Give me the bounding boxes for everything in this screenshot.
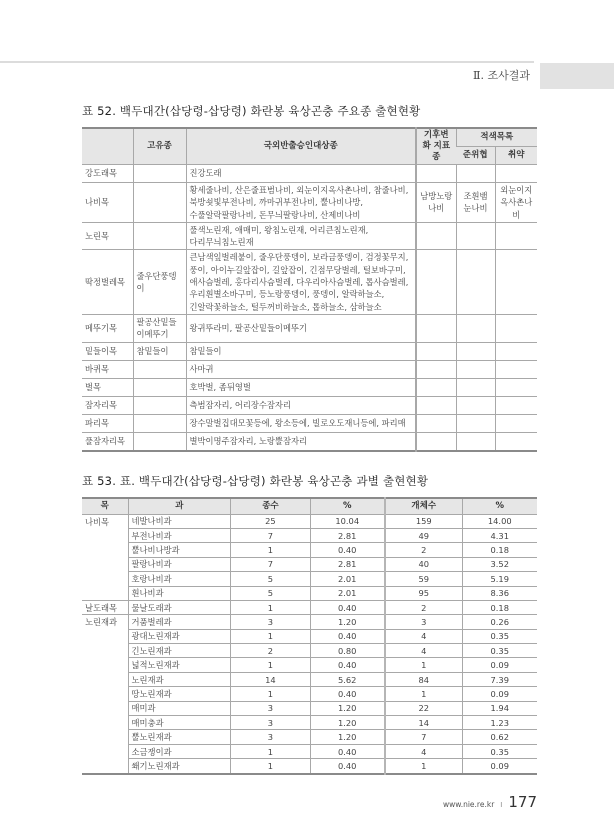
endemic-cell [133,378,186,396]
species-pct-cell: 1.20 [310,615,385,629]
species-count-cell: 3 [231,615,310,629]
climate-cell [416,342,456,360]
climate-cell [416,222,456,250]
individual-pct-cell: 0.26 [462,615,537,629]
order-cell [82,528,128,542]
footer-url: www.nie.re.kr [443,799,495,809]
table52-row [82,250,537,314]
table53-row [82,572,537,586]
family-cell: 매미과 [128,701,231,715]
order-cell [82,586,128,600]
vulnerable-cell [495,360,537,378]
individual-pct-cell: 0.62 [462,730,537,744]
family-cell: 팔랑나비과 [128,557,231,571]
climate-cell [416,396,456,414]
species-pct-cell: 10.04 [310,514,385,528]
page-footer [0,775,614,831]
individual-count-cell: 7 [385,730,462,744]
endemic-cell [133,414,186,432]
order-cell: 딱정벌레목 [82,250,133,314]
family-cell: 뿔노린재과 [128,730,231,744]
species-pct-cell: 0.40 [310,629,385,643]
species-count-cell: 25 [231,514,310,528]
species-count-cell: 7 [231,557,310,571]
near-threatened-cell [456,165,495,183]
individual-pct-cell: 0.09 [462,759,537,774]
table52-header-export: 국외반출승인대상종 [186,128,416,165]
family-cell: 땅노린재과 [128,687,231,701]
table53-row [82,557,537,571]
table52-header-endemic: 고유종 [133,128,186,165]
individual-count-cell: 95 [385,586,462,600]
individual-count-cell: 4 [385,629,462,643]
near-threatened-cell [456,432,495,451]
family-cell: 부전나비과 [128,528,231,542]
order-cell [82,701,128,715]
table52-row [82,342,537,360]
family-cell: 네발나비과 [128,514,231,528]
family-cell: 넓적노린재과 [128,658,231,672]
table52-row [82,360,537,378]
species-count-cell: 7 [231,528,310,542]
climate-cell [416,250,456,314]
species-count-cell: 1 [231,658,310,672]
table52-header-nt: 준위협 [456,147,495,165]
endemic-cell [133,165,186,183]
table53-header-count: 개체수 [385,498,462,515]
page-content [0,104,614,775]
species-pct-cell: 2.81 [310,557,385,571]
individual-count-cell: 1 [385,658,462,672]
species-pct-cell: 2.01 [310,586,385,600]
export-cell: 장수말벌집대모꽃등에, 왕소등에, 빌로오도재니등에, 파리매 [186,414,416,432]
table53-caption: 표 53. 표. 백두대간(삽당령-삽당령) 화란봉 육상곤충 과별 출현현황 [82,473,429,488]
individual-pct-cell: 0.35 [462,744,537,758]
species-count-cell: 3 [231,730,310,744]
table52-header-climate: 기후변화 지표종 [416,128,456,165]
climate-cell [416,360,456,378]
vulnerable-cell [495,414,537,432]
vulnerable-cell: 외눈이지옥사촌나비 [495,183,537,223]
family-cell: 호랑나비과 [128,572,231,586]
table52 [82,127,537,452]
individual-pct-cell: 5.19 [462,572,537,586]
table53-row [82,716,537,730]
vulnerable-cell [495,432,537,451]
endemic-cell: 줄우단풍뎅이 [133,250,186,314]
table52-row [82,222,537,250]
individual-pct-cell: 0.18 [462,543,537,557]
table52-row [82,396,537,414]
order-cell: 메뚜기목 [82,314,133,342]
near-threatened-cell [456,378,495,396]
order-cell: 벌목 [82,378,133,396]
climate-cell [416,314,456,342]
individual-count-cell: 14 [385,716,462,730]
climate-cell [416,165,456,183]
family-cell: 물날도래과 [128,600,231,614]
individual-count-cell: 84 [385,672,462,686]
order-cell: 나비목 [85,516,110,527]
family-cell: 광대노린재과 [128,629,231,643]
vulnerable-cell [495,342,537,360]
order-cell [82,644,128,658]
family-cell: 뿔나비나방과 [128,543,231,557]
order-cell: 파리목 [82,414,133,432]
species-pct-cell: 0.40 [310,687,385,701]
table52-row [82,414,537,432]
table53-header-order: 목 [82,498,128,515]
individual-pct-cell: 4.31 [462,528,537,542]
species-count-cell: 3 [231,701,310,715]
page-number: 177 [508,792,537,811]
individual-count-cell: 4 [385,644,462,658]
near-threatened-cell [456,414,495,432]
table53-row [82,658,537,672]
individual-count-cell: 1 [385,687,462,701]
endemic-cell [133,432,186,451]
species-pct-cell: 2.81 [310,528,385,542]
species-pct-cell: 2.01 [310,572,385,586]
species-pct-cell: 0.40 [310,759,385,774]
species-pct-cell: 0.40 [310,658,385,672]
individual-count-cell: 3 [385,615,462,629]
family-cell: 긴노린재과 [128,644,231,658]
family-cell: 쐐기노린재과 [128,759,231,774]
table53-row [82,543,537,557]
table53-row [82,528,537,542]
order-cell [82,744,128,758]
vulnerable-cell [495,165,537,183]
family-cell: 노린재과 [128,672,231,686]
footer-separator: I [500,800,503,809]
species-pct-cell: 0.40 [310,744,385,758]
table52-row [82,165,537,183]
individual-pct-cell: 0.35 [462,629,537,643]
export-cell: 황세줄나비, 산은줄표범나비, 외눈이지옥사촌나비, 참줄나비, 북방쇳빛부전나비, 까마귀부전나비, 뿔나비나방, 수풀알락팔랑나비, 돈무늬팔랑나비, 산제비나비 [186,183,416,223]
table52-row [82,378,537,396]
order-cell: 날도래목 [82,600,128,614]
export-cell: 호박벌, 좀뒤영벌 [186,378,416,396]
individual-count-cell: 22 [385,701,462,715]
species-count-cell: 5 [231,586,310,600]
export-cell: 사마귀 [186,360,416,378]
family-cell: 거품벌레과 [128,615,231,629]
species-count-cell: 1 [231,600,310,614]
species-pct-cell: 1.20 [310,730,385,744]
individual-pct-cell: 1.94 [462,701,537,715]
species-count-cell: 1 [231,744,310,758]
individual-pct-cell: 7.39 [462,672,537,686]
endemic-cell [133,396,186,414]
individual-pct-cell: 0.09 [462,687,537,701]
chapter-title: Ⅱ. 조사결과 [473,69,530,82]
near-threatened-cell [456,314,495,342]
table53-header-count-pct: % [462,498,537,515]
species-count-cell: 1 [231,629,310,643]
table53-row [82,600,537,614]
chapter-tab [540,63,614,89]
vulnerable-cell [495,378,537,396]
individual-pct-cell: 8.36 [462,586,537,600]
table53 [82,497,537,775]
individual-count-cell: 2 [385,600,462,614]
species-count-cell: 1 [231,759,310,774]
export-cell: 측범잠자리, 어리장수잠자리 [186,396,416,414]
table53-row [82,730,537,744]
order-cell: 잠자리목 [82,396,133,414]
species-count-cell: 3 [231,716,310,730]
table53-row [82,759,537,774]
climate-cell [416,432,456,451]
table52-row [82,314,537,342]
individual-pct-cell: 3.52 [462,557,537,571]
table53-row [82,514,537,528]
order-cell [82,759,128,774]
order-cell: 밑들이목 [82,342,133,360]
near-threatened-cell [456,222,495,250]
table52-row [82,432,537,451]
header-rule [0,61,534,63]
order-cell [82,557,128,571]
individual-pct-cell: 1.23 [462,716,537,730]
individual-count-cell: 49 [385,528,462,542]
table53-row [82,687,537,701]
endemic-cell [133,183,186,223]
table53-header-species-pct: % [310,498,385,515]
individual-count-cell: 4 [385,744,462,758]
vulnerable-cell [495,396,537,414]
species-pct-cell: 0.40 [310,600,385,614]
vulnerable-cell [495,250,537,314]
near-threatened-cell [456,396,495,414]
export-cell: 큰남색잎벌레붙이, 줄우단풍뎅이, 보라금풍뎅이, 검정꽃무지, 풍이, 아이누길앞잡이, 길앞잡이, 긴점무당벌레, 털보바구미, 애사슴벌레, 홍다리사슴벌레, 다우리아사슴벌레, 톱사슴벌레, 우리흰별소바구미, 등노랑풍뎅이, 풍뎅이, 알락하늘소, 긴알락꽃하늘소, 털두꺼비하늘소, 톱하늘소, 삼하늘소 [186,250,416,314]
table52-header-order [82,128,133,165]
order-cell [82,672,128,686]
table53-row [82,701,537,715]
order-cell [82,543,128,557]
species-pct-cell: 5.62 [310,672,385,686]
order-cell: 바퀴목 [82,360,133,378]
near-threatened-cell: 조흰뱀눈나비 [456,183,495,223]
near-threatened-cell [456,360,495,378]
individual-count-cell: 159 [385,514,462,528]
species-count-cell: 14 [231,672,310,686]
species-count-cell: 5 [231,572,310,586]
family-cell: 흰나비과 [128,586,231,600]
order-cell: 강도래목 [82,165,133,183]
family-cell: 매미충과 [128,716,231,730]
page-header [0,0,614,90]
table52-header-vu: 취약 [495,147,537,165]
export-cell: 참밑들이 [186,342,416,360]
vulnerable-cell [495,222,537,250]
species-pct-cell: 1.20 [310,701,385,715]
table53-row [82,586,537,600]
order-cell [82,716,128,730]
species-count-cell: 2 [231,644,310,658]
order-cell: 노린재과 [85,617,118,628]
species-count-cell: 1 [231,687,310,701]
vulnerable-cell [495,314,537,342]
order-cell: 노린목 [82,222,133,250]
order-cell [82,572,128,586]
individual-count-cell: 40 [385,557,462,571]
table53-row [82,615,537,629]
table52-row [82,183,537,223]
order-cell [82,730,128,744]
endemic-cell [133,360,186,378]
individual-pct-cell: 0.09 [462,658,537,672]
climate-cell [416,414,456,432]
table52-caption: 표 52. 백두대간(삽당령-삽당령) 화란봉 육상곤충 주요종 출현현황 [82,104,421,118]
individual-pct-cell: 0.35 [462,644,537,658]
order-cell [82,658,128,672]
order-cell: 나비목 [82,183,133,223]
family-cell: 소금쟁이과 [128,744,231,758]
climate-cell [416,378,456,396]
near-threatened-cell [456,342,495,360]
species-pct-cell: 0.40 [310,543,385,557]
individual-count-cell: 59 [385,572,462,586]
individual-count-cell: 1 [385,759,462,774]
export-cell: 진강도래 [186,165,416,183]
export-cell: 별박이명주잠자리, 노랑뿔잠자리 [186,432,416,451]
order-cell: 풀잠자리목 [82,432,133,451]
individual-pct-cell: 0.18 [462,600,537,614]
near-threatened-cell [456,250,495,314]
export-cell: 풀색노린재, 애매미, 왕침노린재, 어리큰침노린재, 다리무늬침노린재 [186,222,416,250]
climate-cell: 남방노랑나비 [416,183,456,223]
individual-count-cell: 2 [385,543,462,557]
table53-header-species: 종수 [231,498,310,515]
individual-pct-cell: 14.00 [462,514,537,528]
endemic-cell: 팔공산밑들이메뚜기 [133,314,186,342]
endemic-cell: 참밑들이 [133,342,186,360]
table53-row [82,644,537,658]
order-cell [82,629,128,643]
table53-row [82,629,537,643]
export-cell: 왕귀뚜라미, 팔공산밑들이메뚜기 [186,314,416,342]
table52-header-redlist: 적색목록 [456,128,537,147]
table53-header-family: 과 [128,498,231,515]
species-pct-cell: 1.20 [310,716,385,730]
table53-row [82,744,537,758]
species-pct-cell: 0.80 [310,644,385,658]
species-count-cell: 1 [231,543,310,557]
endemic-cell [133,222,186,250]
table53-row [82,672,537,686]
order-cell [82,687,128,701]
